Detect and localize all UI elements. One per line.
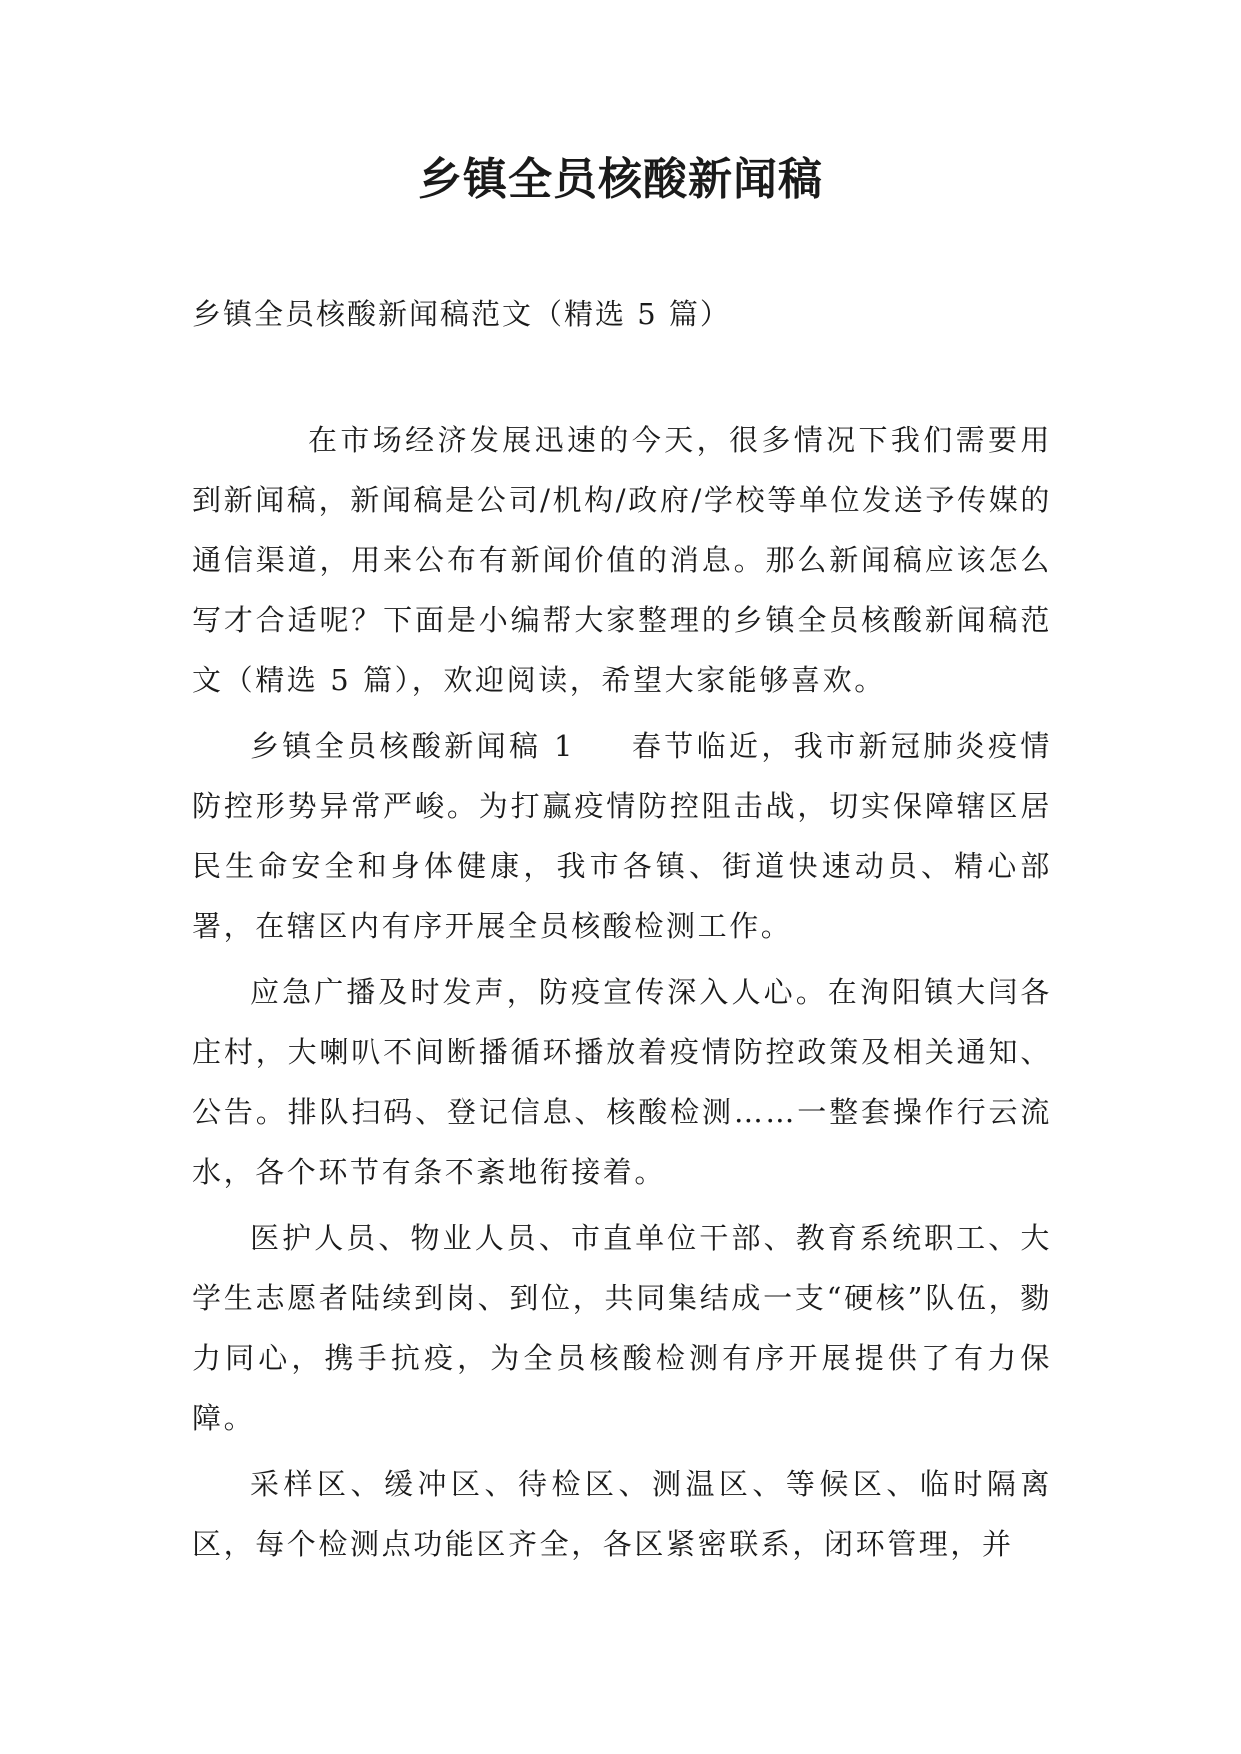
document-body [192, 410, 1052, 1580]
document-title: 乡镇全员核酸新闻稿 [418, 154, 823, 205]
body-paragraph: 医护人员、物业人员、市直单位干部、教育系统职工、大学生志愿者陆续到岗、到位，共同集结成一支“硬核”队伍，勠力同心，携手抗疫，为全员核酸检测有序开展提供了有力保障。 [192, 1221, 1052, 1435]
body-paragraph: 采样区、缓冲区、待检区、测温区、等候区、临时隔离区，每个检测点功能区齐全，各区紧密联系，闭环管理，并 [192, 1467, 1052, 1561]
article-1-paragraph [192, 716, 1052, 956]
article-1-lead: 春节临近，我市新冠肺炎疫情防控形势异常严峻。为打赢疫情防控阻击战，切实保障辖区居民生命安全和身体健康，我市各镇、街道快速动员、精心部署，在辖区内有序开展全员核酸检测工作。 [192, 729, 1052, 943]
body-paragraph: 应急广播及时发声，防疫宣传深入人心。在洵阳镇大闫各庄村，大喇叭不间断播循环播放着疫情防控政策及相关通知、公告。排队扫码、登记信息、核酸检测……一整套操作行云流水，各个环节有条不紊地衔接着。 [192, 975, 1052, 1189]
intro-paragraph: 在市场经济发展迅速的今天，很多情况下我们需要用到新闻稿，新闻稿是公司/机构/政府/学校等单位发送予传媒的通信渠道，用来公布有新闻价值的消息。那么新闻稿应该怎么写才合适呢？下面是小编帮大家整理的乡镇全员核酸新闻稿范文（精选 5 篇），欢迎阅读，希望大家能够喜欢。 [192, 423, 1052, 697]
article-1-heading: 乡镇全员核酸新闻稿 1 [250, 729, 576, 763]
document-subtitle: 乡镇全员核酸新闻稿范文（精选 5 篇） [192, 297, 731, 331]
